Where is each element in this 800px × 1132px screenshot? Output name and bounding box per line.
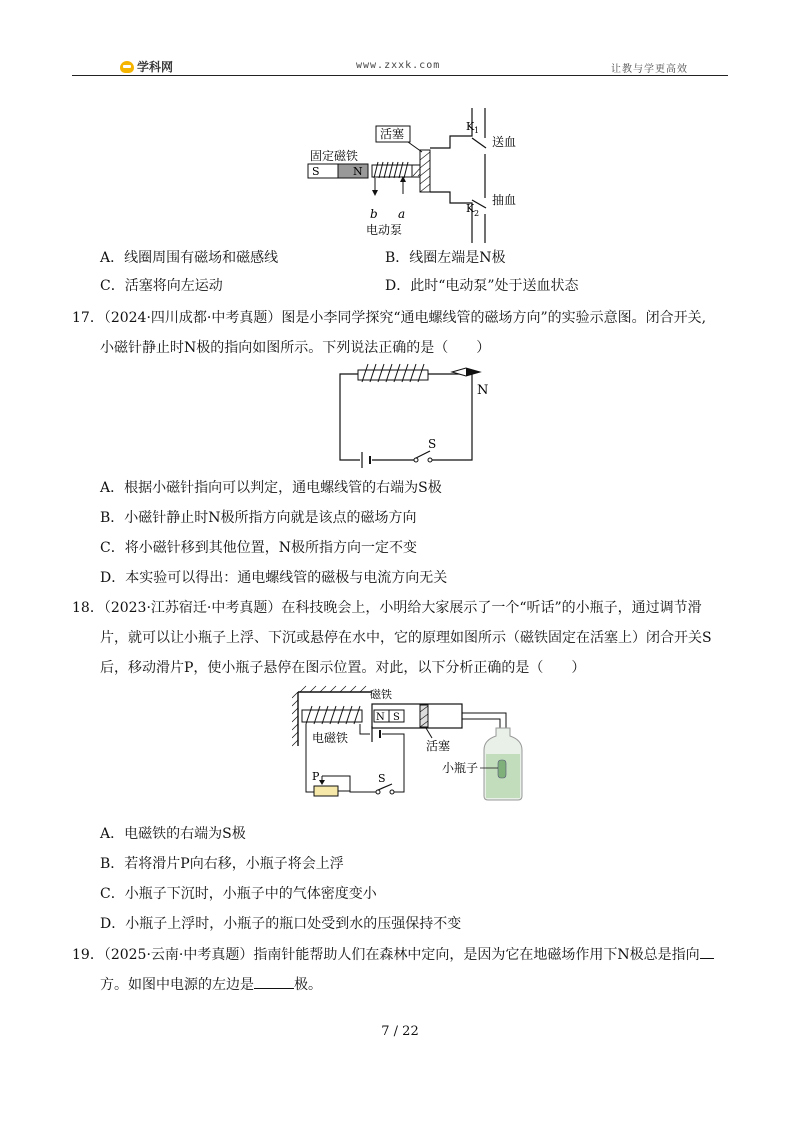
svg-text:2: 2 (474, 209, 480, 218)
q19-blank-2[interactable] (254, 974, 294, 989)
q18-stem-line1: 18．（2023·江苏宿迁·中考真题）在科技晚会上，小明给大家展示了一个“听话”的小瓶子，通过调节滑 (72, 600, 702, 616)
slider-p (319, 780, 325, 785)
page-number: 7 / 22 (381, 1024, 419, 1039)
small-bottle-label: 小瓶子 (442, 761, 479, 775)
pump-diagram (300, 108, 540, 243)
q17-option-d: D．本实验可以得出：通电螺线管的磁极与电流方向无关 (100, 570, 448, 586)
magnet-n-label: N (376, 712, 385, 723)
switch-s (416, 451, 430, 458)
q17-stem-line2: 小磁针静止时N极的指向如图所示。下列说法正确的是（ ） (100, 340, 491, 356)
q17-option-a: A．根据小磁针指向可以判定，通电螺线管的右端为S极 (100, 480, 442, 496)
air-tube (462, 713, 506, 728)
q18-stem-line2: 片，就可以让小瓶子上浮、下沉或悬停在水中，它的原理如图所示（磁铁固定在活塞上）闭合开关S (100, 630, 712, 646)
q17-stem-line1: 17．（2024·四川成都·中考真题）图是小李同学探究“通电螺线管的磁场方向”的实验示意图。闭合开关, (72, 310, 707, 326)
q19-stem-line1: 19．（2025·云南·中考真题）指南针能帮助人们在森林中定向，是因为它在地磁场作用下N极总是指向 (72, 944, 714, 965)
q18-option-a: A．电磁铁的右端为S极 (100, 826, 246, 842)
svg-text:1: 1 (474, 126, 480, 135)
terminal-a: a (398, 207, 406, 221)
site-logo (120, 58, 173, 75)
piston-label: 活塞 (426, 739, 451, 753)
q16-option-b: B．线圈左端是N极 (385, 250, 506, 266)
q17-option-c: C．将小磁针移到其他位置，N极所指方向一定不变 (100, 540, 417, 556)
draw-blood-label: 抽血 (492, 193, 517, 207)
magnet-n-label: N (353, 165, 363, 178)
needle-n-label: N (477, 383, 489, 398)
fixed-magnet-label: 固定磁铁 (310, 149, 359, 163)
q17-option-b: B．小磁针静止时N极所指方向就是该点的磁场方向 (100, 510, 417, 526)
header-divider (72, 75, 728, 76)
piston-label: 活塞 (380, 127, 405, 141)
k1-label: K (466, 120, 475, 133)
valve-k1 (472, 138, 486, 148)
q18-option-d: D．小瓶子上浮时，小瓶子的瓶口处受到水的压强保持不变 (100, 916, 462, 932)
q16-option-a: A．线圈周围有磁场和磁感线 (100, 250, 279, 266)
pump-label: 电动泵 (366, 223, 403, 237)
solenoid (358, 370, 428, 380)
terminal-b: b (370, 207, 378, 221)
bottle-apparatus-diagram (292, 684, 532, 804)
q16-option-c: C．活塞将向左运动 (100, 278, 223, 294)
q16-option-d: D．此时“电动泵”处于送血状态 (385, 278, 579, 294)
q18-option-b: B．若将滑片P向右移，小瓶子将会上浮 (100, 856, 344, 872)
electromagnet-core (302, 710, 362, 722)
magnet-label: 磁铁 (370, 688, 392, 701)
q19-stem-line2: 方。如图中电源的左边是 极。 (100, 974, 322, 995)
k2-label: K (466, 202, 475, 215)
send-blood-label: 送血 (492, 135, 517, 149)
magnet-s-label: S (393, 712, 400, 723)
magnet-s-label: S (312, 165, 320, 178)
electromagnet-label: 电磁铁 (312, 731, 349, 745)
q18-stem-line3: 后，移动滑片P，使小瓶子悬停在图示位置。对此，以下分析正确的是（ ） (100, 660, 586, 676)
q19-blank-1[interactable] (700, 944, 714, 959)
logo-text: 学科网 (137, 60, 174, 74)
circuit-wire (340, 374, 472, 460)
rheostat (314, 786, 338, 796)
small-bottle (498, 760, 506, 778)
logo-icon (120, 61, 134, 73)
switch-s-label: S (428, 437, 437, 451)
switch-s-label: S (378, 772, 386, 785)
slider-p-label: P (312, 770, 320, 783)
q18-option-c: C．小瓶子下沉时，小瓶子中的气体密度变小 (100, 886, 377, 902)
solenoid-circuit-diagram (330, 362, 500, 470)
site-slogan: 让教与学更高效 (611, 64, 688, 75)
site-url: www.zxxk.com (356, 60, 441, 71)
